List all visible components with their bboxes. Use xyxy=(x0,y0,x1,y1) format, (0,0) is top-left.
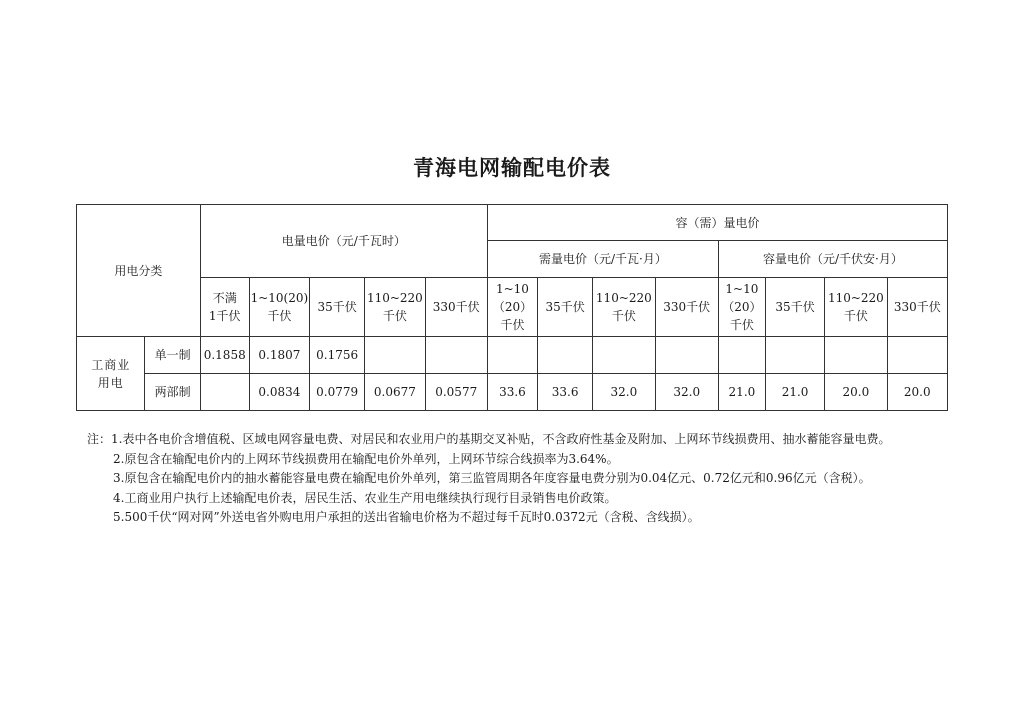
note-item: 1.表中各电价含增值税、区域电网容量电费、对居民和农业用户的基期交叉补贴，不含政府性基金及附加、上网环节线损费用、抽水蓄能容量电费。 xyxy=(111,432,891,446)
table-cell xyxy=(655,337,718,374)
row-label: 两部制 xyxy=(145,374,200,411)
notes xyxy=(87,430,957,528)
table-cell: 21.0 xyxy=(765,374,824,411)
table-cell xyxy=(765,337,824,374)
voltage-level-header: 1~10 （20） 千伏 xyxy=(487,278,537,337)
table-cell: 0.0677 xyxy=(365,374,425,411)
table-cell: 21.0 xyxy=(718,374,765,411)
table-cell xyxy=(887,337,947,374)
table-cell: 32.0 xyxy=(655,374,718,411)
energy-price-header: 电量电价（元/千瓦时） xyxy=(200,205,487,278)
table-cell xyxy=(538,337,593,374)
demand-price-header: 需量电价（元/千瓦·月） xyxy=(487,241,718,278)
price-table xyxy=(76,204,948,411)
row-label: 单一制 xyxy=(145,337,200,374)
category-header: 用电分类 xyxy=(77,205,201,337)
table-cell xyxy=(593,337,655,374)
group-label: 工商业 用电 xyxy=(77,337,145,411)
voltage-level-header: 330千伏 xyxy=(655,278,718,337)
table-cell: 0.1756 xyxy=(310,337,365,374)
table-cell xyxy=(365,337,425,374)
table-cell: 0.0779 xyxy=(310,374,365,411)
note-item: 3.原包含在输配电价内的抽水蓄能容量电费在输配电价外单列，第三监管周期各年度容量电费分别为0.04亿元、0.72亿元和0.96亿元（含税）。 xyxy=(113,471,871,485)
notes-prefix: 注： xyxy=(87,432,112,446)
voltage-level-header: 1~10(20) 千伏 xyxy=(249,278,309,337)
voltage-level-header: 330千伏 xyxy=(887,278,947,337)
table-cell: 20.0 xyxy=(887,374,947,411)
table-row xyxy=(77,337,948,374)
note-item: 5.500千伏“网对网”外送电省外购电用户承担的送出省输电价格为不超过每千瓦时0.0372元（含税、含线损）。 xyxy=(113,510,700,524)
note-item: 4.工商业用户执行上述输配电价表，居民生活、农业生产用电继续执行现行目录销售电价政策。 xyxy=(113,490,617,505)
table-cell xyxy=(718,337,765,374)
voltage-level-header: 1~10 （20） 千伏 xyxy=(718,278,765,337)
voltage-level-header: 35千伏 xyxy=(765,278,824,337)
table-cell: 20.0 xyxy=(825,374,887,411)
table-cell: 32.0 xyxy=(593,374,655,411)
voltage-level-header: 35千伏 xyxy=(310,278,365,337)
voltage-level-header: 110~220 千伏 xyxy=(593,278,655,337)
table-cell xyxy=(825,337,887,374)
note-line xyxy=(87,430,957,450)
table-cell xyxy=(200,374,249,411)
voltage-level-header: 35千伏 xyxy=(538,278,593,337)
voltage-level-header: 330千伏 xyxy=(425,278,487,337)
capacity-sub-header: 容量电价（元/千伏安·月） xyxy=(718,241,947,278)
table-cell xyxy=(425,337,487,374)
table-cell: 0.1858 xyxy=(200,337,249,374)
voltage-level-header: 110~220 千伏 xyxy=(365,278,425,337)
table-cell: 0.1807 xyxy=(249,337,309,374)
table-cell: 33.6 xyxy=(487,374,537,411)
capacity-price-header: 容（需）量电价 xyxy=(487,205,947,241)
page-title: 青海电网输配电价表 xyxy=(413,155,611,180)
table-cell: 0.0577 xyxy=(425,374,487,411)
voltage-level-header: 不满 1千伏 xyxy=(200,278,249,337)
table-row xyxy=(77,374,948,411)
table-cell xyxy=(487,337,537,374)
table-cell: 0.0834 xyxy=(249,374,309,411)
voltage-level-header: 110~220 千伏 xyxy=(825,278,887,337)
table-cell: 33.6 xyxy=(538,374,593,411)
note-item: 2.原包含在输配电价内的上网环节线损费用在输配电价外单列，上网环节综合线损率为3.64%。 xyxy=(113,451,619,466)
